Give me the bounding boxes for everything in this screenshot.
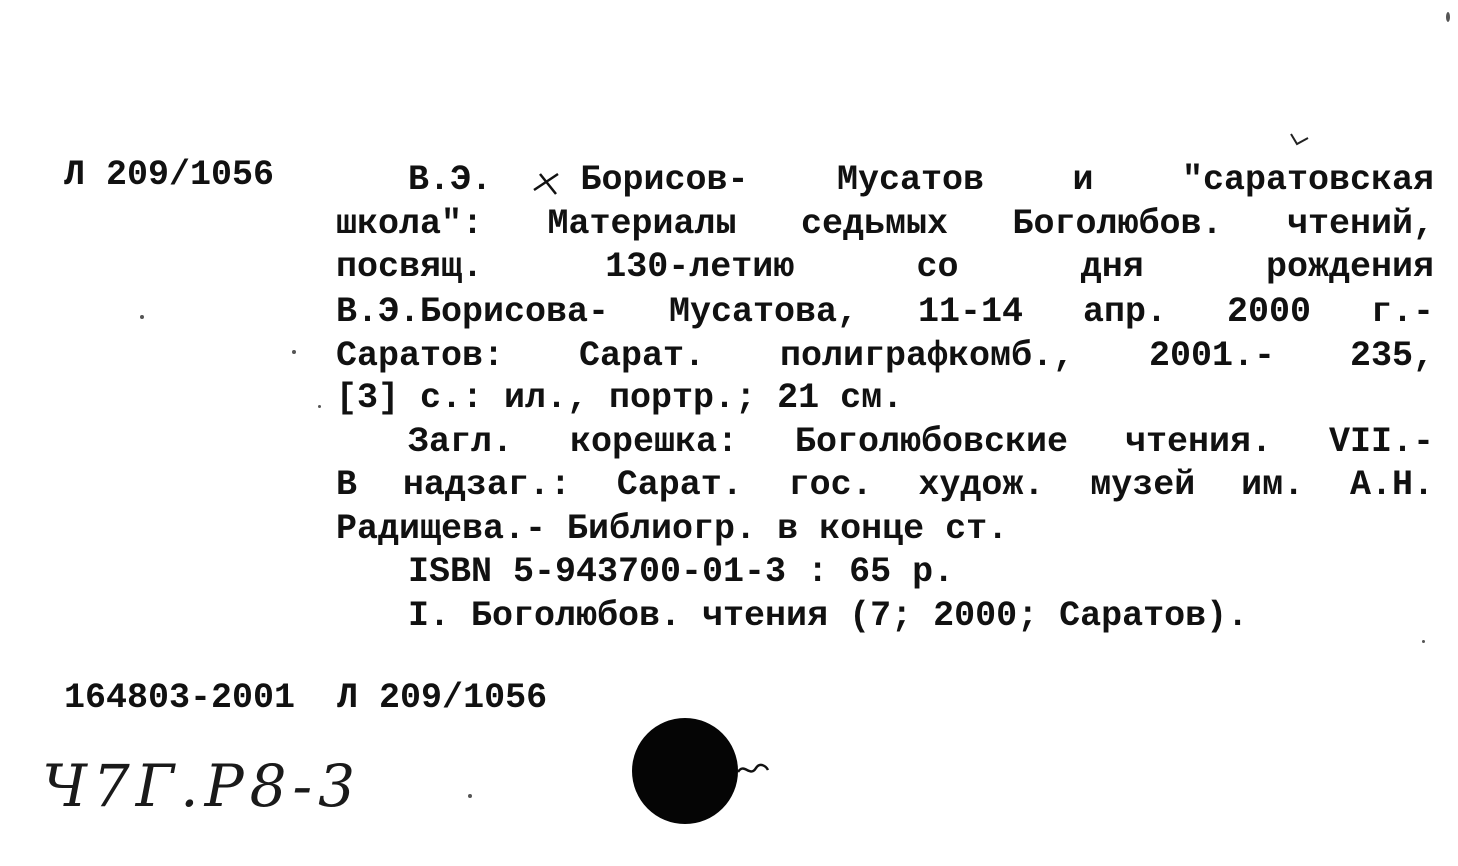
- note-line-1: Загл. корешка: Боголюбовские чтения. VII.-: [408, 422, 1434, 462]
- note-line-3: Радищева.- Библиогр. в конце ст.: [336, 509, 1009, 549]
- card-punch-hole: [632, 718, 738, 824]
- added-entry-line: I. Боголюбов. чтения (7; 2000; Саратов).: [408, 596, 1249, 636]
- entry-line-4: В.Э.Борисова- Мусатова, 11-14 апр. 2000 г.-: [336, 292, 1434, 332]
- entry-line-3: посвящ. 130-летию со дня рождения: [336, 247, 1434, 287]
- speck: [1446, 12, 1450, 22]
- entry-line-1: В.Э. Борисов- Мусатов и "саратовская: [408, 160, 1434, 200]
- entry-line-2: школа": Материалы седьмых Боголюбов. чтений,: [336, 204, 1434, 244]
- pencil-tick-icon: [1288, 128, 1312, 152]
- isbn-line: ISBN 5-943700-01-3 : 65 р.: [408, 552, 955, 592]
- speck: [1422, 640, 1425, 643]
- handwritten-classification-code: Ч7Г.Р8-3: [42, 752, 361, 820]
- speck: [292, 350, 296, 354]
- accession-line: 164803-2001 Л 209/1056: [64, 678, 548, 718]
- speck: [140, 315, 144, 319]
- entry-line-6: [3] с.: ил., портр.; 21 см.: [336, 378, 904, 418]
- speck: [468, 794, 472, 798]
- ink-squiggle-icon: [736, 758, 770, 780]
- entry-line-5: Саратов: Сарат. полиграфкомб., 2001.- 235,: [336, 336, 1434, 376]
- pencil-mark-icon: [532, 168, 562, 198]
- note-line-2: В надзаг.: Сарат. гос. худож. музей им. А.Н.: [336, 465, 1434, 505]
- speck: [318, 405, 321, 408]
- shelfmark: Л 209/1056: [64, 155, 275, 195]
